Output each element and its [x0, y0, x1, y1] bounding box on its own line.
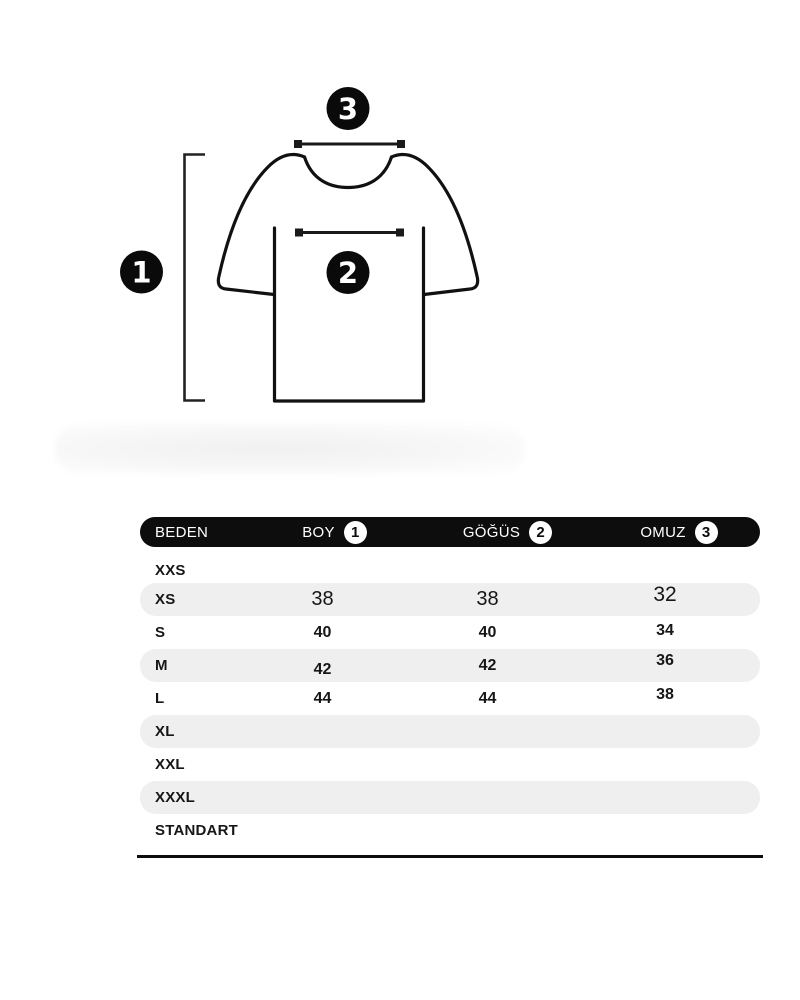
- size-label: XL: [155, 723, 175, 740]
- length-bracket: [185, 155, 206, 401]
- omuz-value: 32: [653, 582, 677, 606]
- shoulder-marker-badge: [327, 87, 370, 130]
- header-omuz: [584, 521, 774, 544]
- size-label: XXXL: [155, 789, 195, 806]
- header-gogus-label: GÖĞÜS: [462, 523, 521, 541]
- table-row: [140, 649, 760, 682]
- table-row: [140, 583, 760, 616]
- header-gogus: [425, 521, 590, 544]
- table-row: [140, 616, 760, 649]
- header-beden: BEDEN: [155, 523, 209, 541]
- size-table-body: [140, 557, 760, 847]
- boy-value: 40: [313, 623, 332, 641]
- gogus-value: 40: [478, 623, 497, 641]
- tshirt-left-sleeve: [218, 155, 304, 295]
- tshirt-right-sleeve: [392, 155, 478, 295]
- gogus-value: 42: [478, 656, 497, 674]
- chest-measure-line: [295, 229, 404, 237]
- table-row: [140, 557, 760, 583]
- chest-marker-badge: [327, 251, 370, 294]
- header-marker-3-badge: 3: [695, 521, 718, 544]
- bottom-rule: [137, 855, 763, 858]
- size-label: XS: [155, 591, 176, 608]
- tshirt-neckline: [305, 157, 392, 188]
- gogus-value: 44: [478, 689, 497, 707]
- size-table: [140, 517, 760, 858]
- table-row: [140, 715, 760, 748]
- size-label: XXL: [155, 756, 185, 773]
- boy-value: 38: [311, 588, 334, 610]
- table-row: [140, 748, 760, 781]
- header-boy: [252, 521, 417, 544]
- table-row: [140, 781, 760, 814]
- header-omuz-label: OMUZ: [640, 523, 686, 541]
- header-marker-2-badge: 2: [529, 521, 552, 544]
- length-marker-badge: [120, 251, 163, 294]
- table-row: [140, 814, 760, 847]
- size-table-header: [140, 517, 760, 547]
- size-label: STANDART: [155, 822, 238, 839]
- header-marker-1-badge: 1: [344, 521, 367, 544]
- omuz-value: 34: [656, 621, 674, 639]
- length-marker-number: 1: [131, 255, 152, 290]
- table-row: [140, 682, 760, 715]
- size-label: S: [155, 624, 166, 641]
- size-label: M: [155, 657, 168, 674]
- gogus-value: 38: [476, 588, 499, 610]
- shoulder-measure-line: [294, 140, 405, 148]
- omuz-value: 38: [656, 685, 674, 703]
- chest-marker-number: 2: [337, 256, 359, 290]
- boy-value: 44: [313, 689, 332, 707]
- shoulder-marker-number: 3: [337, 92, 359, 126]
- header-boy-label: BOY: [302, 523, 335, 541]
- size-label: XXS: [155, 561, 186, 579]
- omuz-value: 36: [656, 651, 674, 669]
- boy-value: 42: [313, 660, 332, 678]
- size-label: L: [155, 690, 165, 707]
